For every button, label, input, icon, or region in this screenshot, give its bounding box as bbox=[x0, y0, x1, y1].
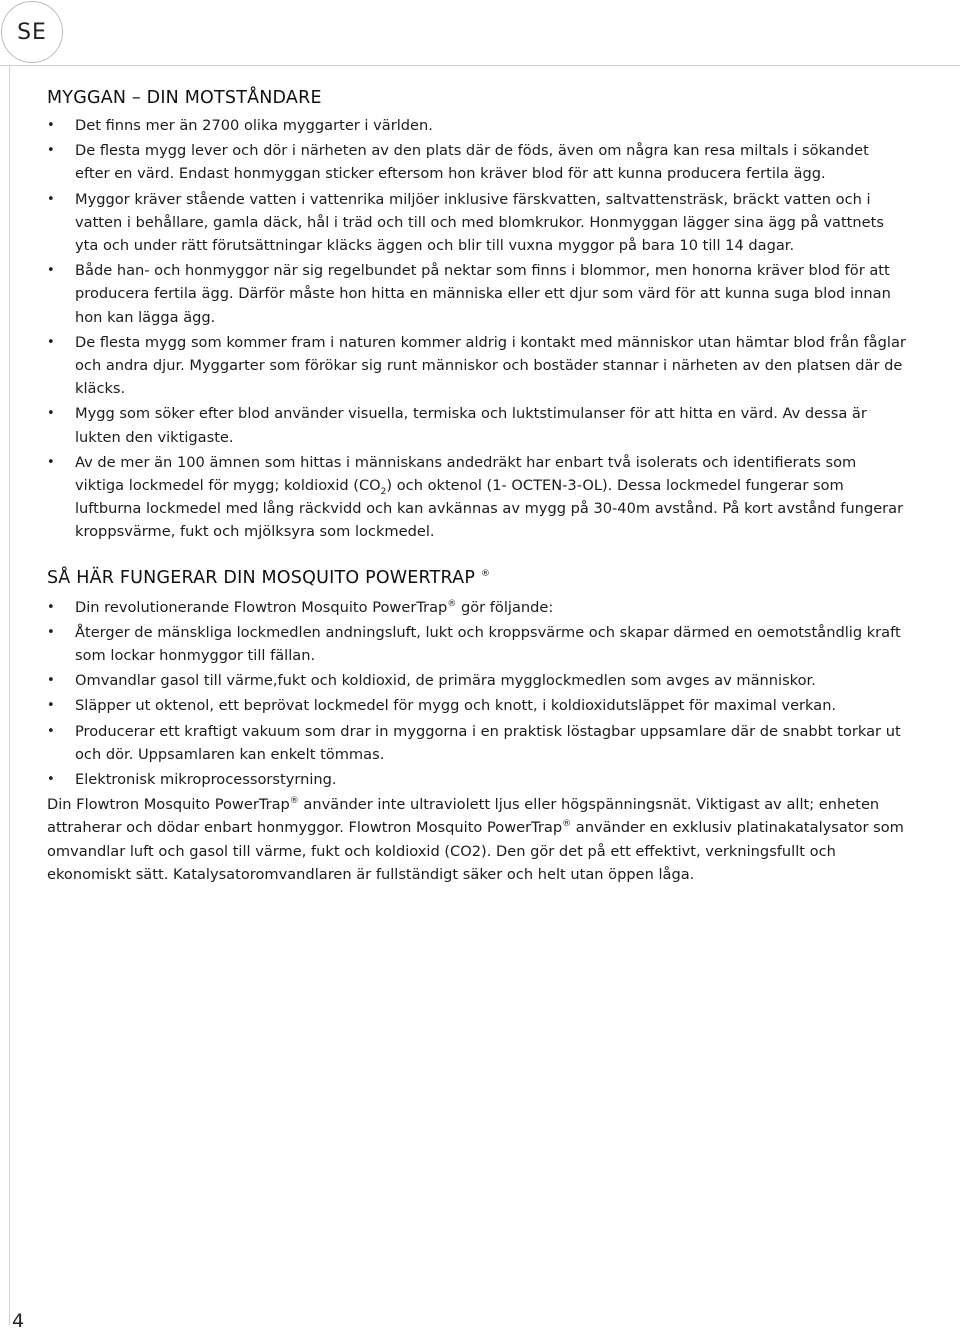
list-item: • De flesta mygg som kommer fram i naturen kommer aldrig i kontakt med människor utan hämtar blod från fåglar och andra djur. Myggarter som förökar sig runt människor och bostäder stannar i närheten av den platsen där de kläcks. bbox=[47, 331, 907, 401]
registered-mark: ® bbox=[447, 598, 457, 609]
language-badge: SE bbox=[1, 1, 63, 63]
registered-mark: ® bbox=[562, 819, 572, 830]
list-item: • Det finns mer än 2700 olika myggarter i världen. bbox=[47, 114, 907, 137]
mosquito-facts-list bbox=[47, 114, 907, 544]
section-title-mosquito: MYGGAN – DIN MOTSTÅNDARE bbox=[47, 88, 322, 108]
closing-part-1: Din Flowtron Mosquito PowerTrap bbox=[47, 796, 290, 814]
header-divider bbox=[0, 65, 960, 66]
list-item: • Släpper ut oktenol, ett beprövat lockmedel för mygg och knott, i koldioxidutsläppet för maximal verkan. bbox=[47, 694, 907, 717]
margin-line bbox=[9, 65, 10, 1325]
page-content bbox=[47, 86, 907, 886]
co2-text-after: ) och oktenol (1- OCTEN-3-OL). Dessa lockmedel fungerar som luftburna lockmedel med lång räckvidd och kan avkännas av mygg på 30-40m avstånd. På kort avstånd fungerar kroppsvärme, fukt och mjölksyra som lockmedel. bbox=[75, 477, 904, 541]
intro-text-after: gör följande: bbox=[456, 598, 554, 616]
co2-subscript: 2 bbox=[380, 486, 387, 497]
list-item-co2 bbox=[47, 451, 907, 544]
list-item: • Både han- och honmyggor när sig regelbundet på nektar som finns i blommor, men honorna kräver blod för att producera fertila ägg. Därför måste hon hitta en människa eller ett djur som värd för att kunna suga blod innan hon kan lägga ägg. bbox=[47, 259, 907, 329]
list-item: • Omvandlar gasol till värme,fukt och koldioxid, de primära mygglockmedlen som avges av människor. bbox=[47, 669, 907, 692]
intro-text-before: Din revolutionerande Flowtron Mosquito PowerTrap bbox=[75, 598, 448, 616]
registered-mark: ® bbox=[480, 568, 491, 579]
list-item: • Myggor kräver stående vatten i vattenrika miljöer inklusive färskvatten, saltvattensträsk, bräckt vatten och i vatten i behållare, gamla däck, hål i träd och till och med blomkrukor. Honmyggan lägger sina ägg på vattnets yta och under rätt förutsättningar kläcks äggen och blir till vuxna myggor på bara 10 till 14 dagar. bbox=[47, 188, 907, 258]
section-title-powertrap bbox=[47, 566, 907, 590]
closing-paragraph bbox=[47, 793, 907, 886]
closing-part-3: använder en exklusiv platinakatalysator som omvandlar luft och gasol till värme, fukt och koldioxid (CO2). Den gör det på ett effektivt, verkningsfullt och ekonomiskt sätt. Katalysatoromvandlaren är fullständigt säker och helt utan öppen låga. bbox=[47, 819, 904, 883]
list-item: • Återger de mänskliga lockmedlen andningsluft, lukt och kroppsvärme och skapar därmed en oemotståndlig kraft som lockar honmyggor till fällan. bbox=[47, 621, 907, 667]
powertrap-features-list bbox=[47, 596, 907, 792]
list-item: • Producerar ett kraftigt vakuum som drar in myggorna i en praktisk löstagbar uppsamlare där de snabbt torkar ut och dör. Uppsamlaren kan enkelt tömmas. bbox=[47, 720, 907, 766]
registered-mark: ® bbox=[289, 796, 299, 807]
closing-part-2: använder inte ultraviolett ljus eller högspänningsnät. Viktigast av allt; enheten attraherar och dödar enbart honmyggor. Flowtron Mosquito PowerTrap bbox=[47, 796, 880, 837]
list-item: • Mygg som söker efter blod använder visuella, termiska och luktstimulanser för att hitta en värd. Av dessa är lukten den viktigaste. bbox=[47, 402, 907, 448]
section-title-text: SÅ HÄR FUNGERAR DIN MOSQUITO POWERTRAP bbox=[47, 567, 476, 588]
list-item: • De flesta mygg lever och dör i närheten av den plats där de föds, även om några kan resa miltals i sökandet efter en värd. Endast honmyggan sticker eftersom hon kräver blod för att kunna producera fertila ägg. bbox=[47, 139, 907, 185]
page-number: 4 bbox=[12, 1310, 25, 1332]
co2-text-before: Av de mer än 100 ämnen som hittas i människans andedräkt har enbart två isolerats och identifierats som viktiga lockmedel för mygg; koldioxid (CO bbox=[75, 453, 857, 495]
list-item: • Elektronisk mikroprocessorstyrning. bbox=[47, 768, 907, 791]
list-item-intro bbox=[47, 596, 907, 619]
